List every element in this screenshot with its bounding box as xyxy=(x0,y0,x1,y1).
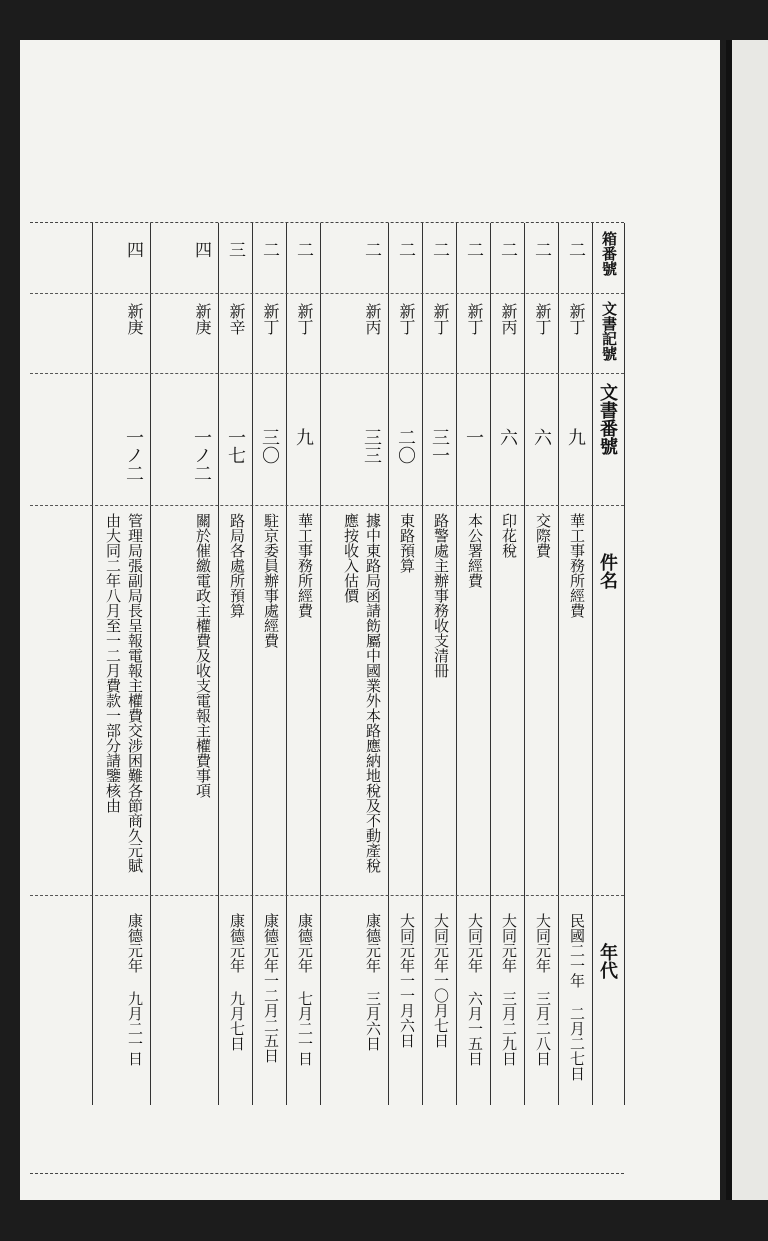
row-doc-number: 一ノ二 xyxy=(191,428,212,482)
row-box-number: 二 xyxy=(463,241,483,258)
row-date: 大同元年 三月二八日 xyxy=(534,913,552,1066)
row-doc-class: 新丁 xyxy=(431,303,450,335)
row-box-number: 二 xyxy=(429,241,449,258)
row-doc-class: 新丁 xyxy=(533,303,552,335)
column-divider xyxy=(456,223,457,1105)
column-divider xyxy=(592,223,593,1105)
row-box-number: 二 xyxy=(395,241,415,258)
header-doc-no: 文書番號 xyxy=(597,383,618,455)
row-doc-class: 新丁 xyxy=(567,303,586,335)
row-divider xyxy=(30,293,624,294)
row-doc-number: 三〇 xyxy=(259,428,280,464)
column-divider xyxy=(320,223,321,1105)
header-doc-class: 文書記號 xyxy=(600,301,618,361)
row-title: 本公署經費 xyxy=(466,513,484,588)
row-date: 康德元年 三月六日 xyxy=(364,913,382,1051)
row-date: 大同元年 六月一五日 xyxy=(466,913,484,1066)
row-title: 關於催繳電政主權費及收支電報主權費事項 xyxy=(194,513,212,798)
row-box-number: 二 xyxy=(565,241,585,258)
column-divider xyxy=(388,223,389,1105)
row-title: 管理局張副局長呈報電報主權費交涉困難各節商久元賦由大同二年八月至一二月費款一部分請鑒核由 xyxy=(104,513,144,873)
column-divider xyxy=(624,223,625,1105)
row-title: 東路預算 xyxy=(398,513,416,573)
row-date: 大同元年一一月六日 xyxy=(398,913,416,1048)
row-doc-number: 九 xyxy=(565,428,586,446)
row-divider xyxy=(30,505,624,506)
row-title: 交際費 xyxy=(534,513,552,558)
row-box-number: 四 xyxy=(191,241,211,258)
column-divider xyxy=(150,223,151,1105)
row-doc-number: 三三 xyxy=(361,428,382,464)
row-box-number: 四 xyxy=(123,241,143,258)
row-box-number: 二 xyxy=(361,241,381,258)
row-doc-class: 新庚 xyxy=(193,303,212,335)
row-doc-class: 新丁 xyxy=(465,303,484,335)
row-doc-class: 新丙 xyxy=(363,303,382,335)
next-page-edge xyxy=(726,40,768,1200)
row-date: 康德元年 七月二一日 xyxy=(296,913,314,1066)
row-date: 民國二一年 二月二七日 xyxy=(568,913,586,1081)
row-date: 康德元年 九月二一日 xyxy=(126,913,144,1066)
row-doc-class: 新丁 xyxy=(261,303,280,335)
row-title: 華工事務所經費 xyxy=(568,513,586,618)
row-date: 大同元年 三月二九日 xyxy=(500,913,518,1066)
row-doc-number: 六 xyxy=(497,428,518,446)
row-doc-number: 九 xyxy=(293,428,314,446)
row-box-number: 二 xyxy=(531,241,551,258)
row-doc-class: 新辛 xyxy=(227,303,246,335)
header-name: 件名 xyxy=(597,553,618,589)
row-date: 康德元年一二月二五日 xyxy=(262,913,280,1063)
row-date: 大同元年一〇月七日 xyxy=(432,913,450,1048)
catalog-table xyxy=(30,222,624,1174)
row-doc-number: 一ノ二 xyxy=(123,428,144,482)
row-title: 駐京委員辦事處經費 xyxy=(262,513,280,648)
column-divider xyxy=(558,223,559,1105)
column-divider xyxy=(422,223,423,1105)
row-title: 路警處主辦事務收支清冊 xyxy=(432,513,450,678)
row-box-number: 二 xyxy=(497,241,517,258)
row-doc-number: 三一 xyxy=(429,428,450,464)
row-doc-number: 一 xyxy=(463,428,484,446)
row-doc-class: 新丁 xyxy=(397,303,416,335)
column-divider xyxy=(490,223,491,1105)
column-divider xyxy=(524,223,525,1105)
row-date xyxy=(154,913,214,1163)
row-title: 路局各處所預算 xyxy=(228,513,246,618)
column-divider xyxy=(218,223,219,1105)
row-title: 印花稅 xyxy=(500,513,518,558)
column-divider xyxy=(92,223,93,1105)
column-divider xyxy=(286,223,287,1105)
row-box-number: 三 xyxy=(225,241,245,258)
header-period: 年代 xyxy=(597,943,618,979)
row-title: 據中東路局函請飭屬中國業外本路應納地稅及不動產稅應按收入估價 xyxy=(342,513,382,873)
column-divider xyxy=(252,223,253,1105)
header-box: 箱番號 xyxy=(600,231,618,276)
row-title: 華工事務所經費 xyxy=(296,513,314,618)
row-date: 康德元年 九月七日 xyxy=(228,913,246,1051)
row-doc-number: 六 xyxy=(531,428,552,446)
row-box-number: 二 xyxy=(293,241,313,258)
row-box-number: 二 xyxy=(259,241,279,258)
row-doc-class: 新丁 xyxy=(295,303,314,335)
row-doc-class: 新庚 xyxy=(125,303,144,335)
row-divider xyxy=(30,895,624,896)
row-doc-class: 新丙 xyxy=(499,303,518,335)
row-doc-number: 二〇 xyxy=(395,428,416,464)
row-doc-number: 一七 xyxy=(225,428,246,464)
row-divider xyxy=(30,373,624,374)
